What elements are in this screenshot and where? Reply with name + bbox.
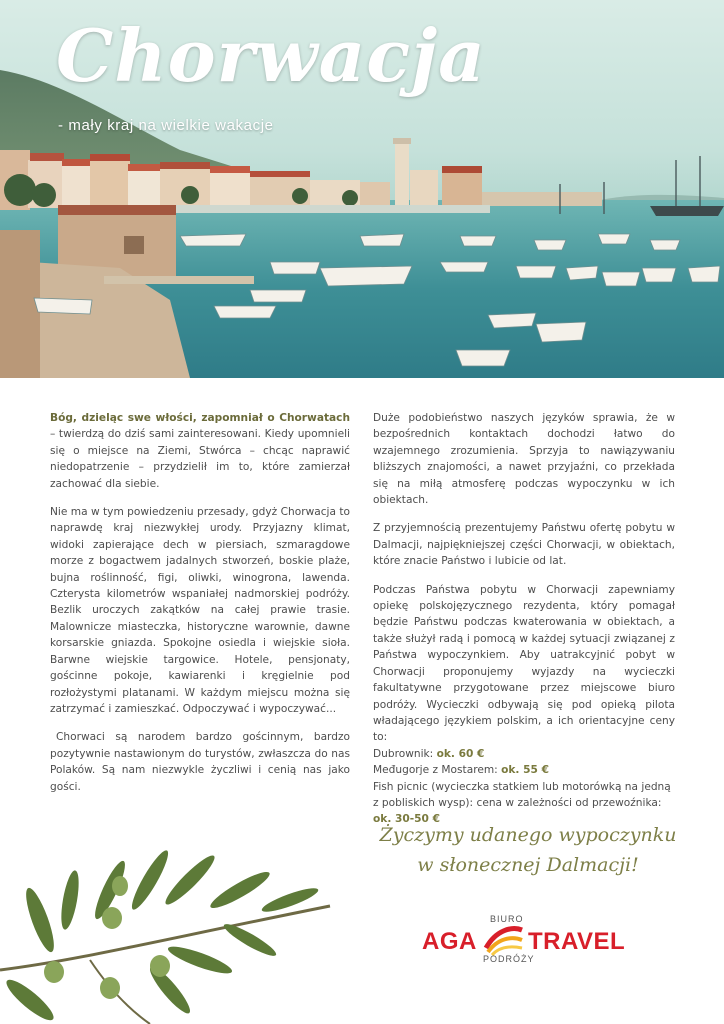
price-label: Fish picnic (wycieczka statkiem lub motorówką na jedną z pobliskich wysp): cena w zależności od przewoźnika: <box>373 780 671 809</box>
price-item <box>373 762 675 778</box>
sun-wave-icon <box>482 922 526 956</box>
logo-left-word: AGA <box>422 928 477 955</box>
right-paragraph-2: Z przyjemnością prezentujemy Państwu ofertę pobytu w Dalmacji, najpiękniejszej części Chorwacji, w obiektach, które znacie Państwo i lubicie od lat. <box>373 522 675 568</box>
left-text-column <box>50 410 350 807</box>
right-paragraph-3 <box>373 582 675 746</box>
price-label: Dubrownik: <box>373 747 437 760</box>
wish-line-2: w słonecznej Dalmacji! <box>417 854 639 876</box>
left-paragraph-2: Nie ma w tym powiedzeniu przesady, gdyż Chorwacja to naprawdę kraj niezwykłej urody. Przyjazny klimat, widoki zapierające dech w piersiach, szmaragdowe morze z bogactwem jadalnych stworzeń, boskie plaże, bujna roślinność, figi, oliwki, winogrona, lawenda. Czterysta kilometrów wspaniałej nadmorskiej podróży. Bezlik uroczych zakątków na całej prawie trasie. Malownicze miasteczka, historyczne warownie, dawne korsarskie gniazda. Spokojne osiedla i wiejskie sioła. Barwne wiejskie targowice. Hotele, pensjonaty, gościnne pokoje, kawiarenki i kręgielnie pod rozłożystymi platanami. W każdym miejscu można się zatrzymać i zamieszkać. Odpoczywać i wypoczywać... <box>50 506 350 715</box>
wish-line-1: Życzymy udanego wypoczynku <box>379 824 677 846</box>
price-value: ok. 55 € <box>501 764 549 777</box>
right-paragraph-1: Duże podobieństwo naszych języków sprawia, że w bezpośrednich kontaktach dochodzi łatwo do wzajemnego zrozumienia. Sprzyja to nawiązywaniu bliższych znajomości, a nawet przyjaźni, co przekłada się na miłą atmosferę podczas wypoczynku w ich obiektach. <box>373 412 675 507</box>
hero-photo <box>0 0 724 378</box>
page-title: Chorwacja <box>56 13 486 98</box>
lead-sentence: Bóg, dzieląc swe włości, zapomniał o Chorwatach <box>50 412 350 424</box>
right-text-column <box>373 410 675 828</box>
olive-branch-illustration <box>0 820 340 1024</box>
left-paragraph-1 <box>50 410 350 492</box>
right-paragraph-3-text: Podczas Państwa pobytu w Chorwacji zapewniamy opiekę polskojęzycznego rezydenta, który pomagał będzie Państwu podczas kwaterowania w obiektach, a także służył radą i pomocą w każdej sytuacji związanej z Państwa wypoczynkiem. Aby uatrakcyjnić pobyt w Chorwacji proponujemy wyjazdy na wycieczki fakultatywne przygotowane przez miejscowe biuro podróży. Wycieczki odbywają się pod opieką pilota władającego językiem polskim, a ich orientacyjne ceny to: <box>373 583 675 744</box>
logo-top-word: BIURO <box>490 914 524 924</box>
logo-bottom-word: PODRÓŻY <box>483 954 535 964</box>
price-item <box>373 746 675 762</box>
page-subtitle: - mały kraj na wielkie wakacje <box>58 117 274 134</box>
left-paragraph-3: Chorwaci są narodem bardzo gościnnym, bardzo pozytywnie nastawionym do turystów, zwłaszcza do nas Polaków. Są nam niezwykle życzliwi i cenią nas jako gości. <box>50 731 350 793</box>
wish-message <box>378 820 678 880</box>
agency-logo <box>420 906 630 972</box>
price-value: ok. 60 € <box>436 747 485 760</box>
price-value: ok. 30-50 € <box>373 813 440 826</box>
price-label: Međugorje z Mostarem: <box>373 764 502 777</box>
logo-right-word: TRAVEL <box>528 928 626 955</box>
lead-continuation: – twierdzą do dziś sami zainteresowani. Kiedy upomnieli się o miejsce na Ziemi, Stwórca – chcąc naprawić niedopatrzenie – przydzielił im to, które zamierzał zachować dla siebie. <box>50 428 350 490</box>
